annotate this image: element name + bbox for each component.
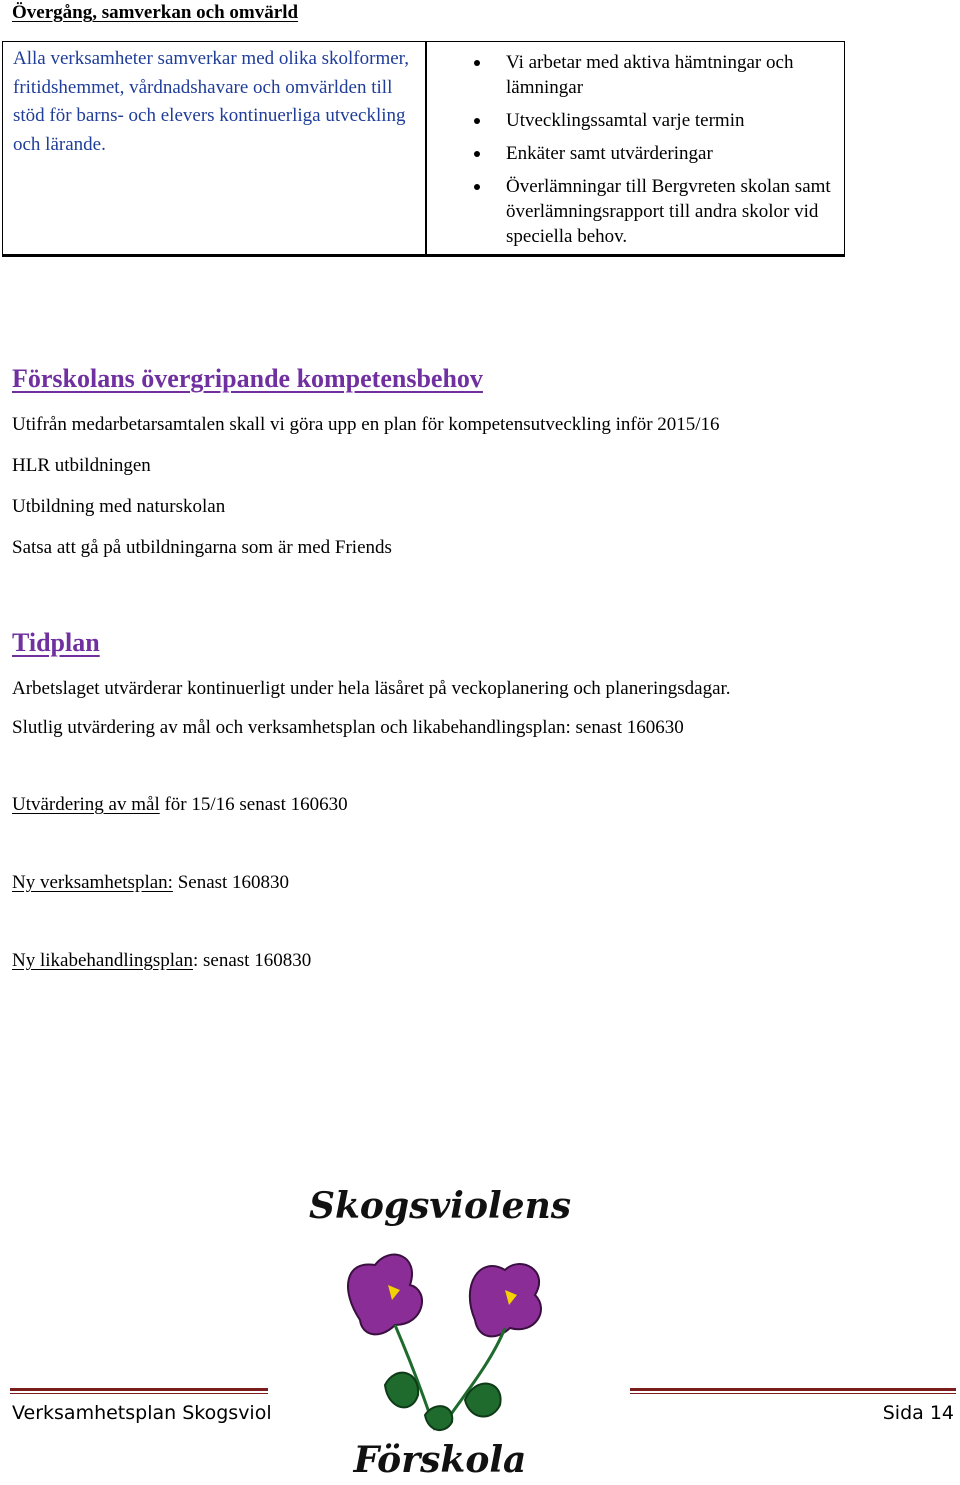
schedule-item-label: Ny likabehandlingsplan: [12, 950, 193, 971]
transition-heading: Övergång, samverkan och omvärld: [12, 2, 299, 23]
schedule-line: Slutlig utvärdering av mål och verksamhetsplan och likabehandlingsplan: senast 160630: [12, 717, 684, 738]
schedule-item-label: Ny verksamhetsplan:: [12, 872, 173, 893]
table-divider: [425, 42, 427, 254]
competence-line: Utbildning med naturskolan: [12, 496, 226, 517]
footer-rule-right: [630, 1388, 956, 1394]
violet-flower-icon: [348, 1255, 541, 1430]
skogsviolens-logo: [300, 1160, 580, 1485]
footer-rule-left: [10, 1388, 268, 1394]
competence-heading: Förskolans övergripande kompetensbehov: [12, 364, 483, 393]
schedule-item: Utvärdering av mål för 15/16 senast 160630: [12, 794, 348, 815]
bullet-icon: [474, 184, 480, 190]
schedule-heading: Tidplan: [12, 628, 100, 657]
schedule-line: Arbetslaget utvärderar kontinuerligt under hela läsåret på veckoplanering och planeringsdagar.: [12, 678, 731, 699]
bullet-icon: [474, 60, 480, 66]
transition-bullet-list: [471, 50, 841, 257]
logo-top-text: Skogsviolens: [308, 1185, 572, 1227]
transition-description: Alla verksamheter samverkar med olika skolformer, fritidshemmet, vårdnadshavare och omvärlden till stöd för barns- och elevers kontinuerliga utveckling och lärande.: [13, 48, 409, 155]
schedule-item: Ny likabehandlingsplan: senast 160830: [12, 950, 312, 971]
competence-line: HLR utbildningen: [12, 455, 151, 476]
schedule-item-label: Utvärdering av mål: [12, 794, 160, 815]
schedule-item: Ny verksamhetsplan: Senast 160830: [12, 872, 290, 893]
competence-line: Satsa att gå på utbildningarna som är med Friends: [12, 537, 392, 558]
list-item: Enkäter samt utvärderingar: [471, 141, 841, 166]
bullet-icon: [474, 151, 480, 157]
logo-bottom-text: Förskola: [353, 1439, 527, 1481]
footer-page-number: Sida 14: [882, 1402, 954, 1424]
list-item: Vi arbetar med aktiva hämtningar och lämningar: [471, 50, 841, 100]
footer-document-title: Verksamhetsplan Skogsviol: [12, 1402, 272, 1424]
competence-line: Utifrån medarbetarsamtalen skall vi göra upp en plan för kompetensutveckling inför 2015/16: [12, 414, 720, 435]
list-item: Utvecklingssamtal varje termin: [471, 108, 841, 133]
transition-table: [2, 41, 845, 257]
list-item: Överlämningar till Bergvreten skolan samt överlämningsrapport till andra skolor vid speciella behov.: [471, 174, 841, 249]
bullet-icon: [474, 118, 480, 124]
